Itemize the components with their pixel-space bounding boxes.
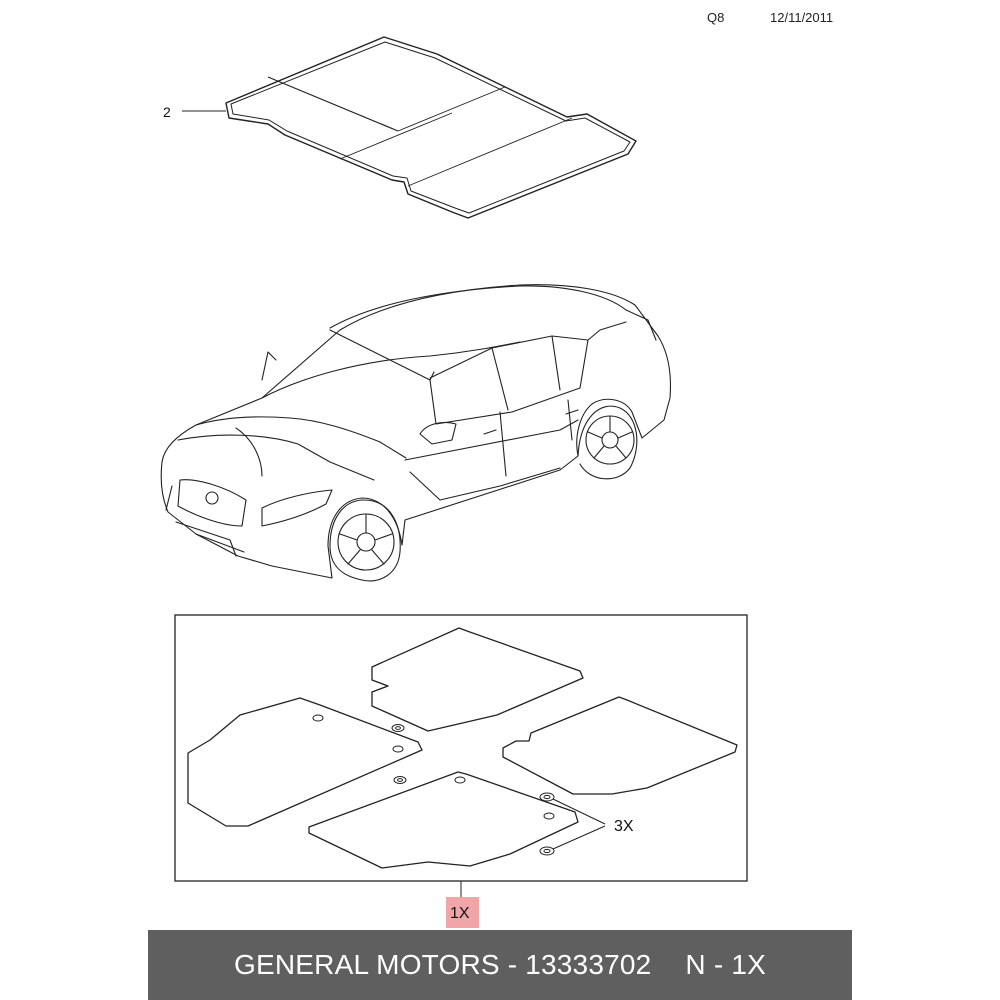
car-illustration <box>161 285 670 581</box>
part-info-bar <box>148 930 852 1000</box>
part-quantity: N - 1X <box>685 949 766 980</box>
part-brand-number: GENERAL MOTORS - 13333702 <box>234 949 652 980</box>
mat-clip-holes <box>313 715 554 819</box>
diagram-date: 12/11/2011 <box>770 10 834 25</box>
callout-1x: 1X <box>450 905 470 922</box>
diagram-code: Q8 <box>707 10 725 25</box>
floor-mat-set-frame <box>175 615 747 881</box>
callout-3x: 3X <box>614 818 634 835</box>
callout-2: 2 <box>163 104 171 120</box>
floor-mats-drawing <box>188 628 737 868</box>
cargo-mat-drawing <box>226 37 636 218</box>
